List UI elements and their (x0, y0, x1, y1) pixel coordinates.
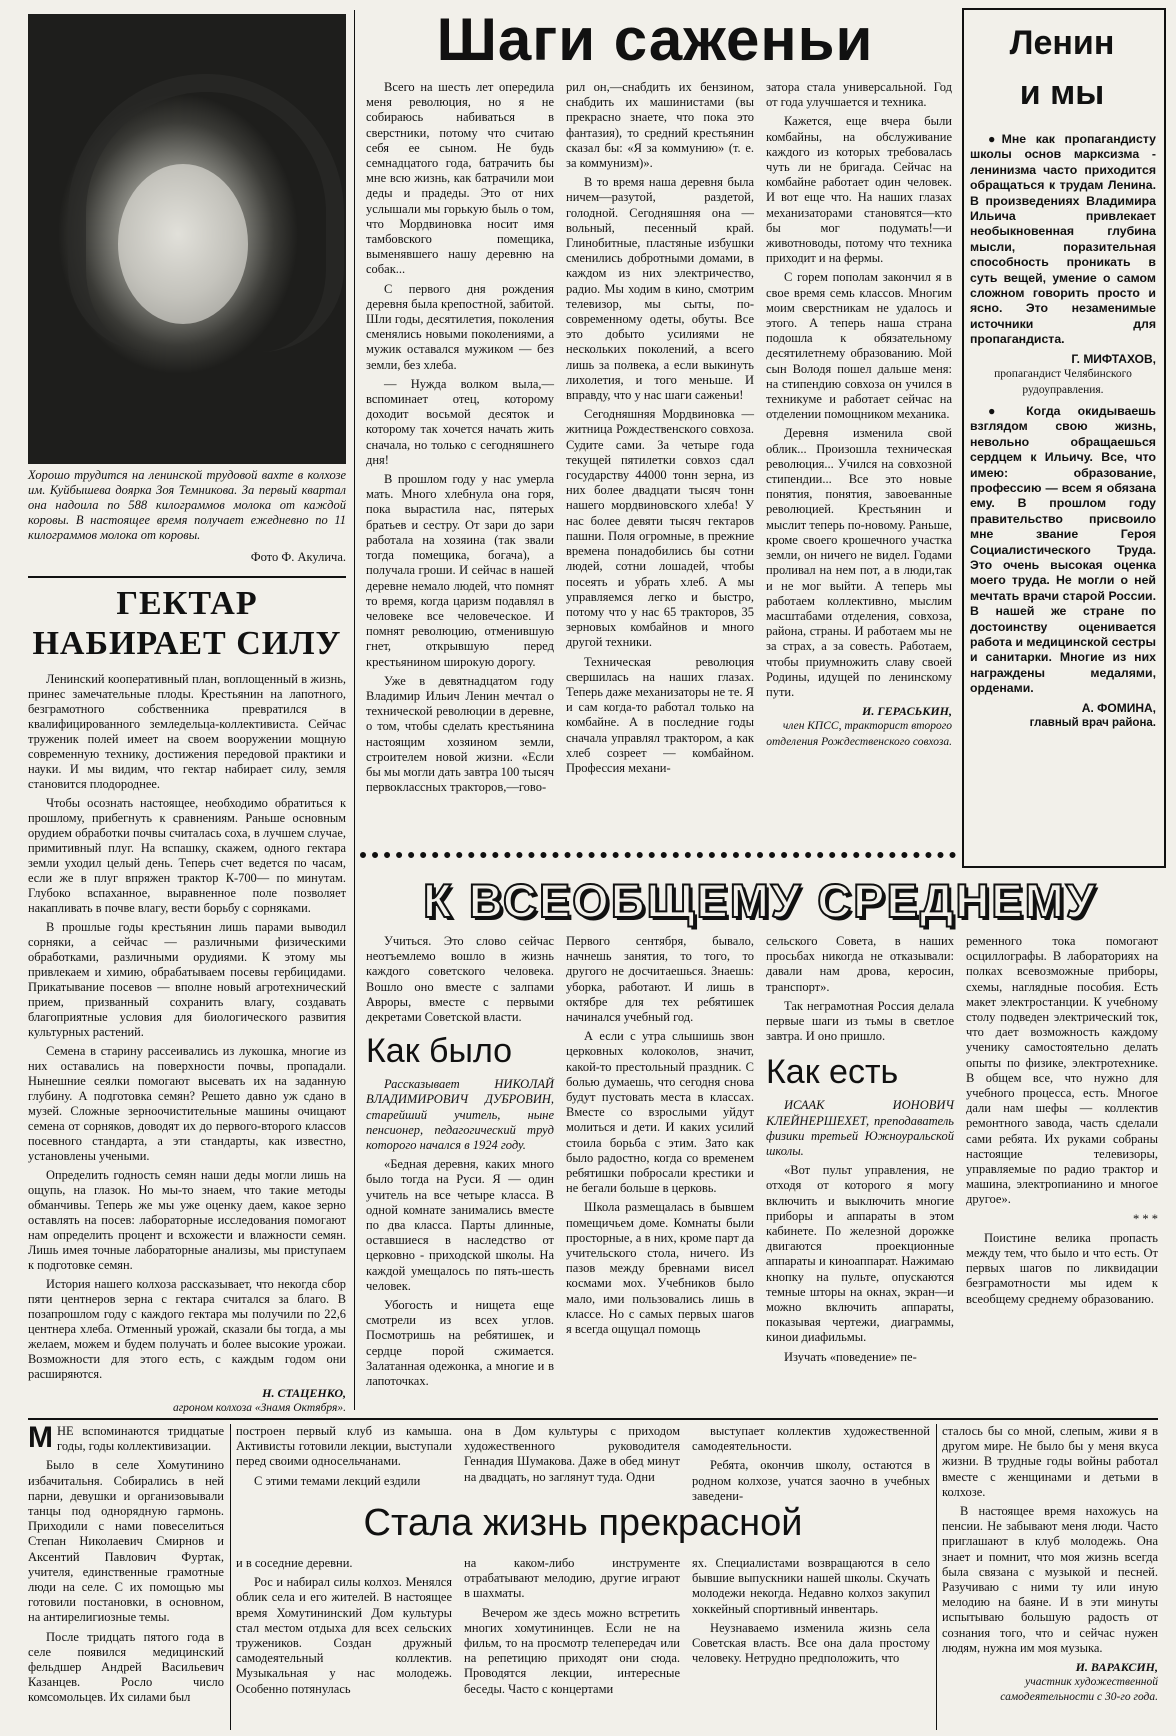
vseobsh-c2-p2: А если с утра слышишь звон церковных колоколов, значит, какой-то престольный праздник. С болью думаешь, что сегодня снова будут пустовать места в классах. Вместе со взрослыми уйдут молиться и дети. И каких усилий стоила борьба с этим. Зато как было радостно, когда со временем ребятишки побросали крестики и не бегали больше в церковь. (566, 1029, 754, 1196)
stala-dropcap: М (28, 1421, 53, 1454)
lenin-title-2: и мы (1019, 74, 1105, 112)
photo-milkmaid (28, 14, 346, 464)
vseobsh-c4-p3: Поистине велика пропасть между тем, что было и что есть. От первых шагов по ликвидации безграмотности мы идем к всеобщему среднему образованию. (966, 1230, 1158, 1306)
shagi-c1-p1: Всего на шесть лет опередила меня революция, но я не собираюсь набиваться в сверстники, потому что считаю себя ее сыном. Не будь семнадцатого года, батрачить бы мне всю жизнь, как батрачили мои деды и прадеды. Это от них услышали мы горькую быль о том, что Мордвиновка носит имя тамбовского помещика, выменявшего нашу деревню на собак... (366, 80, 554, 277)
stala-c2-p2: С этими темами лекций ездили (254, 1473, 421, 1488)
stala-title (236, 1496, 930, 1550)
shagi-c1-p4: В прошлом году у нас умерла мать. Много хлебнула она горя, пока выраcтила нас, пятерых братьев и сестру. От зари до зари работала на хозяина (так звали тогда помещика, богача), а получала гроши. И сейчас в нашей деревне немало людей, что помнят то время, когда царизм подавлял в человеке все человеческое. И помнят революцию, отменившую гнет, открывшую перед крестьянином широкую дорогу. (366, 472, 554, 669)
vseobsh-col-1 (366, 934, 554, 1404)
stala-top-rule (28, 1418, 1158, 1420)
kak-bylo-lead: Рассказывает НИКОЛАЙ ВЛАДИМИРОВИЧ ДУБРОВИН, старейший учитель, ныне пенсионер, педагогический труд которого начался в 1924 году. (366, 1077, 554, 1153)
sep-stala-5 (936, 1424, 937, 1730)
stala-c2-p1: построен первый клуб из камыша. Активисты готовили лекции, выступали перед своими односельчанами. (236, 1424, 452, 1469)
kak-est-lead: ИСААК ИОНОВИЧ КЛЕЙНЕРШЕХЕТ, преподаватель физики третьей Южноуральской школы. (766, 1098, 954, 1159)
shagi-title-text: Шаги саженьи (436, 6, 874, 73)
shagi-col-1 (366, 80, 554, 840)
lenin-author-1: Г. МИФТАХОВ, (1071, 351, 1156, 366)
shagi-c1-p2: С первого дня рождения деревня была крепостной, забитой. Шли годы, десятилетия, поколения сменялись новыми поколениями, а мужик оставался мужиком — без земли, без хлеба. (366, 281, 554, 372)
stala-author: И. ВАРАКСИН, (1075, 1660, 1158, 1675)
photo-credit (28, 550, 346, 568)
stala-col-2-top (236, 1424, 452, 1492)
photo-face (118, 164, 248, 324)
shagi-title (360, 4, 950, 76)
kak-est-p1: «Вот пульт управления, не отходя от которого я могу включить и выключить многие приборы и аппараты в этом кабинете. По железной дорожке двигаются проекционные аппараты и киноаппарат. Нажимаю кнопку на пульте, опускаются темные шторы на окнах, экран—и можно включить аппараты, показывая чертежи, диаграммы, кинои диафильмы. (766, 1163, 954, 1345)
shagi-col-3 (766, 80, 952, 840)
lenin-author-1-sub: пропагандист Челябинского рудоуправления. (994, 368, 1132, 396)
kak-est-p2: Изучать «поведение» пе- (784, 1349, 917, 1364)
stala-c5-p2: В настоящее время нахожусь на пенсии. Не забывают меня люди. Часто приглашают в клуб молодежь. Она знает и помнит, что моя жизнь всегда была связана с музыкой и песней. Разучиваю с ними ту или иную мелодию на баяне. И в эти минуты испытываю большую радость от сознания того, что и сейчас нужен людям, нужна им моя музыка. (942, 1504, 1158, 1655)
shagi-c2-p1: рил он,—снабдить их бензином, снабдить их машинистами (вы прекрасно знаете, что пока это фантазия), то средний крестьянин сказал бы: «Я за коммунию» (т. е. за коммунизм)». (566, 80, 754, 171)
lenin-col (970, 132, 1156, 858)
vseobsh-c3-p1: сельского Совета, в наших просьбах никогда не отказывали: давали нам дрова, керосин, транспорт». (766, 934, 954, 994)
stala-c3b-p1: на каком-либо инструменте отрабатывают мелодию, другие играют в шахматы. (464, 1556, 680, 1601)
stala-col-4-bottom (692, 1556, 930, 1732)
vseobsh-c3-p2: Так неграмотная Россия делала первые шаги из тьмы в светлое завтра. И оно пришло. (766, 998, 954, 1044)
vseobsh-title-text: К ВСЕОБЩЕМУ СРЕДНЕМУ (422, 874, 1098, 927)
stala-col-3-top (464, 1424, 680, 1492)
stala-col-4-top (692, 1424, 930, 1503)
shagi-c3-p4: Деревня изменила свой облик... Произошла техническая революция... Учился на совхозной стипендии... Все это новые понятия, понятия, завоеванные революцией. Крестьянин и мыслит теперь по-новому. Раньше, кроме своего крошечного участка земли, он ничего не видел. Годами проливал на нем пот, а в люди,так и не мог выйти. А теперь мы работаем коллективно, мыслим масштабами отделения, совхоза, района, страны. И работаем мы не за страх, а за совесть. Работаем, чтобы приумножить славу своей Родины, идущей по ленинскому пути. (766, 426, 952, 699)
lenin-title-1: Ленин (1009, 24, 1115, 62)
stala-c3-p1: она в Дом культуры с приходом художественного руководителя Геннадия Шумакова. Даже в обед минут на двадцать, но заглянут туда. Одни (464, 1424, 680, 1484)
gektar-author: Н. СТАЦЕНКО, (262, 1386, 346, 1400)
shagi-author-sub: член КПСС, тракторист второго отделения Рождественского совхоза. (766, 720, 952, 748)
stala-c3b-p2: Вечером же здесь можно встретить многих хомутининцев. Если не на фильм, то на просмотр телепередач или на репетицию приходят они сюда. Проводятся лекции, интересные беседы. Часто с концертами (464, 1605, 680, 1696)
vseobsh-col-2 (566, 934, 754, 1404)
stala-c1-p1-text: НЕ вспоминаются тридцатые годы, годы коллективизации. (57, 1424, 224, 1454)
shagi-c1-p5: Уже в девятнадцатом году Владимир Ильич Ленин мечтал о технической революции в деревне, о том, чтобы сделать крестьянина настоящим хозяином земли, строителем новой жизни. «Если бы мы могли дать завтра 100 тысяч первоклассных тракторов,—гово- (366, 673, 554, 795)
photo-caption (28, 468, 346, 548)
photo-credit-text: Фото Ф. Акулича. (250, 550, 346, 564)
stala-col-5 (942, 1424, 1158, 1732)
shagi-author: И. ГЕРАСЬКИН, (862, 704, 952, 719)
gektar-p6: История нашего колхоза рассказывает, что некогда сбор пяти центнеров зерна с гектара считался за благо. В позапрошлом году с каждого гектара мы получили по 22,6 центнера хлеба. Отменный урожай, сказали бы тогда, а мы желаем, можем и будем получать и более высокие урожаи. Возможности для этого есть, с каждым годом они расширяются. (28, 1277, 346, 1381)
stala-c5-p1: сталось бы со мной, слепым, живи я в другом мире. Не было бы у меня вкуса жизни. В трудные годы войны работал вместе с женщинами и детьми в колхозе. (942, 1424, 1158, 1499)
stala-col-2-bottom (236, 1556, 452, 1732)
shagi-c3-p2: Кажется, еще вчера были комбайны, на обслуживание каждого из которых требовалась чуть ли не бригада. Сейчас на комбайне работает один человек. И вот еще что. На наших глазах механизаторами становятся—кто бы мог подумать!—и животноводы, потому что техника приходит и на фермы. (766, 114, 952, 266)
stala-c4b-p1: ях. Специалистами возвращаются в село бывшие выпускники нашей школы. Скучать молодежи некогда. Недавно колхоз закупил хоккейный спортивный инвентарь. (692, 1556, 930, 1616)
shagi-c2-p4: Техническая революция свершилась на наших глазах. Теперь даже механизаторы не те. Я и сам когда-то работал только на комбайне. А в последние годы сначала управлял трактором, а как хлеб созреет — комбайном. Профессия механи- (566, 654, 754, 775)
stala-col-1 (28, 1421, 224, 1730)
gektar-p5: Определить годность семян наши деды могли лишь на ощупь, на глазок. Но мы-то знаем, что такие методы обманчивы. Теперь же мы уже оценку даем, какое зерно оставлять на посев: лабораторные исследования помогают нам определить процент и всхожести и влажности семян. Лишь имея точные лабораторные анализы, мы приступаем к подготовке семян. (28, 1168, 346, 1272)
stala-title-text: Стала жизнь прекрасной (363, 1502, 803, 1544)
gektar-col (28, 672, 346, 1412)
stala-col-3-bottom (464, 1556, 680, 1732)
lenin-title (966, 18, 1158, 128)
vseobsh-intro: Учиться. Это слово сейчас неотъемлемо вошло в жизнь каждого советского человека. Вошло оно вместе с залпами Авроры, вместе с первыми декретами Советской власти. (366, 934, 554, 1025)
shagi-c2-p3: Сегодняшняя Мордвиновка — житница Рождественского совхоза. Судите сами. За четыре года текущей пятилетки совхоз сдал государству 44000 тонн зерна, из них более двадцати тысяч тонн нашего мордвиновского хлеба! У нас более девяти тысяч гектаров пашни. Поля огромные, в прежние времена понадобились бы сотни людей, сотни лошадей, чтобы посеять и убрать хлеб. А мы управляемся легко и быстро, потому что у нас 65 тракторов, 35 зерновых комбайнов и много другой техники. (566, 407, 754, 650)
shagi-c2-p2: В то время наша деревня была ничем—разутой, раздетой, голодной. Сегодняшняя она — вольный, песенный край. Глинобитные, пластяные избушки сменились добротными домами, в каждом из них электричество, радио. Мы ходим в кино, смотрим телевизор, мы сыты, по-современному одеты, обуты. Все это добыто усилиями не нескольких поколений, а всего лишь за полвека, а если выкинуть лихолетия, и того меньше. И вправду, что у нас шаги саженьи! (566, 175, 754, 403)
lenin-p1: ●Мне как пропагандисту школы основ марксизма - ленинизма часто приходится обращаться к трудам Ленина. В произведениях Владимира Ильича привлекает необыкновенная глубина мысли, поразительная способность проникать в суть вещей, умение о самом сложном говорить просто и ясно. Это незаменимые источники для пропагандиста. (970, 132, 1156, 347)
stala-c2b-p1: и в соседние деревни. (236, 1556, 353, 1570)
vseobsh-stars: * * * (1133, 1211, 1158, 1226)
stala-c1-p3: После тридцать пятого года в селе появился медицинский фельдшер Андрей Васильевич Казанцев. Росло число комсомольцев. Их силами был (28, 1629, 224, 1705)
vseobsh-c2-p1: Первого сентября, бывало, начнешь занятия, то того, то другого не досчитаешься. Знаешь: уборка, работают. И лишь в октябре для тех ребятишек начинался учебный год. (566, 934, 754, 1025)
vseobsh-col-3 (766, 934, 954, 1404)
vseobsh-col-4 (966, 934, 1158, 1404)
gektar-title-2: НАБИРАЕТ СИЛУ (32, 625, 342, 662)
stala-c4b-p2: Неузнаваемо изменила жизнь села Советская власть. Все она дала простому человеку. Нетрудно предположить, что (692, 1620, 930, 1666)
vseobsh-c2-p3: Школа размещалась в бывшем помещичьем доме. Комнаты были просторные, а в них, кроме парт да учительского стола, ничего. Из пазов между бревнами висел космами мох. Учебников было мало, ими пользовались лишь в классе. Но с самых первых шагов я всегда ощущал помощь (566, 1200, 754, 1337)
sep-photo-shagi (354, 10, 355, 1410)
lenin-author-2: А. ФОМИНА, (1081, 700, 1156, 715)
shagi-c3-p3: С горем пополам закончил я в свое время семь классов. Многим моим сверстникам не удалось и этого. А теперь наша страна подошла к обязательному десятилетнему образованию. Мой сын Володя пошел дальше меня: на стипендию совхоза он учился в техникуме и работает сейчас на отделении помощником механика. (766, 270, 952, 422)
vseobsh-c4-p1: ременного тока помогают осциллографы. В лабораториях на полках всевозможные приборы, схемы, наглядные пособия. Есть макет электростанции. К учебному столу подведен электрический ток, что дает возможность каждому ученику самостоятельно делать опыты по физике, электротехнике. В общем все, что нужно для учебного процесса, есть. Многое дали нам шефы — коллектив ремонтного завода, часть сделали сами ребята. Их руками собраны настоящие телевизоры, управляемые по радио трактор и машина, электропианино и многое другое». (966, 934, 1158, 1207)
stala-c1-p2: Было в селе Хомутинино избачитальня. Собирались в ней парни, девушки и организовывали танцы под однорядную гармонь. Приходили с нами повеселиться Степан Николаевич Смирнов и Аксентий Павлович Фуртак, учителя, единственные грамотные люди на селе. С их помощью мы готовили постановки, в основном, на антирелигиозные темы. (28, 1458, 224, 1625)
shagi-c1-p3: — Нужда волком выла,— вспоминает отец, которому доходит восьмой десяток и которому так хочется начать жить сначала, но только с сегодняшнего дня! (366, 376, 554, 467)
gektar-p3: В прошлые годы крестьянин лишь парами выводил сорняки, а сейчас — различными физическими обработками, различными орудиями. К этому мы привлекаем и химию, обрабатываем посевы гербицидами. Прикатывание посевов — вполне новый агротехнический прием, призванный сохранить влагу, создавать благоприятные условия для биологического развития культурных растений. (28, 920, 346, 1039)
stala-c4-p2: Ребята, окончив школу, остаются в родном колхозе, учатся заочно в учебных заведени- (692, 1458, 930, 1503)
stala-c2b-p2: Рос и набирал силы колхоз. Менялся облик села и его жителей. В настоящее время Хомутининский Дом культуры стал местом отдыха для всех сельских тружеников. Создан дружный самодеятельный коллектив. Музыкальная у нас молодежь. Особенно потянулась (236, 1575, 452, 1696)
vseobsh-title (360, 866, 1160, 936)
lenin-author-2-sub: главный врач района. (1029, 717, 1156, 730)
photo-caption-text: Хорошо трудится на ленинской трудовой вахте в колхозе им. Куйбышева доярка Зоя Темникова. За первый квартал она надоила по 588 килограммов молока от каждой коровы. В настоящее время получает ежедневно по 11 килограммов молока от коровы. (28, 468, 346, 542)
gektar-top-rule (28, 576, 346, 578)
shagi-col-2 (566, 80, 754, 840)
shagi-c3-p1: затора стала универсальной. Год от года улучшается и техника. (766, 80, 952, 110)
gektar-p1: Ленинский кооперативный план, воплощенный в жизнь, принес замечательные плоды. Крестьянин на лапотного, безграмотного собственника превратился в квалифицированного земледельца-коллективиста. Сейчас труженик полей имеет на своем вооружении мощную современную технику, достижения передовой практики и науки. И мы видим, что гектар набирает силу, земля становится плодороднее. (28, 672, 346, 791)
kak-bylo-heading: Как было (366, 1032, 513, 1071)
sep-stala-1 (230, 1424, 231, 1730)
gektar-title (28, 584, 346, 666)
kak-est-heading: Как есть (766, 1053, 899, 1092)
kak-bylo-p1: «Бедная деревня, каких много было тогда на Руси. Я — один учитель на все четыре класса. В одной комнате занимались вместе по два класса. Парты длинные, оставшиеся в наследство от церковно - приходской школы. На каждой умещалось по пять-шесть человек. (366, 1157, 554, 1293)
vseobsh-dotted-rule (360, 852, 956, 858)
lenin-p2: ● Когда окидываешь взглядом свою жизнь, невольно обращаешься сердцем к Ильичу. Все, что имею: образование, профессию — всем я обязана ему. В прошлом году правительство присвоило мне звание Героя Социалистического Труда. Это очень высокая оценка моего труда. Не могли о ней мечтать врачи старой России. В нашей же стране по достоинству оценивается работа и медицинской сестры и санитарки. Многие из них награждены медалями, орденами. (970, 403, 1156, 696)
stala-author-sub: участник художественной самодеятельности с 30-го года. (1000, 1676, 1158, 1704)
gektar-p2: Чтобы осознать настоящее, необходимо обратиться к прошлому, прибегнуть к сравнениям. Раньше основным орудием обработки почвы считалась соха, в лучшем случае, примитивный плуг. На вспашку, скажем, одного гектара земли уходил целый день. Теперь счет ведется по часам, если же в плуг впряжен трактор К-700— по минутам. Глубоко вспаханное, выравненное поле позволяет накапливать в почве влагу, вести борьбу с сорняками. (28, 796, 346, 915)
stala-c4-p1: выступает коллектив художественной самодеятельности. (692, 1424, 930, 1454)
gektar-author-sub: агроном колхоза «Знамя Октября». (172, 1402, 346, 1414)
kak-bylo-p2: Убогость и нищета еще смотрели из всех углов. Посмотришь на ребятишек, и сердце порой сжимается. Залатанная одежонка, а многие и в лапоточках. (366, 1298, 554, 1389)
gektar-p4: Семена в старину рассеивались из лукошка, многие из них оставались на поверхности почвы, пропадали. Нынешние сеялки помогают высевать их на заданную глубину. А подготовка семян? Решето давно уж сдано в музей. Сложные зерноочистительные машины очищают семена от сорняков, доводят их до первого-второго классов посевного стандарта, а эти стандарты, как известно, установлены учеными. (28, 1044, 346, 1163)
stala-c1-p1 (28, 1421, 224, 1454)
gektar-title-1: ГЕКТАР (116, 585, 258, 622)
